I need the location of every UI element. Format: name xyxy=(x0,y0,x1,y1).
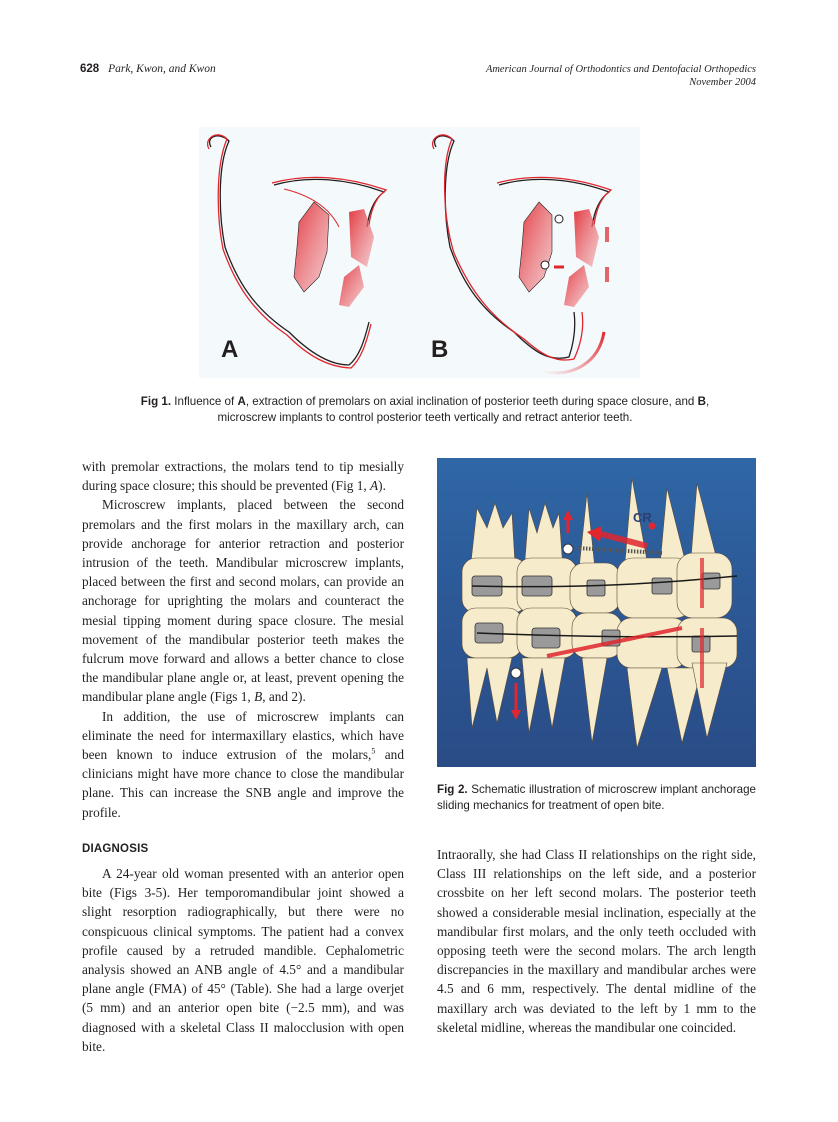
left-column-text xyxy=(82,457,404,822)
running-head-left xyxy=(80,63,216,75)
figure-1-caption-label: Fig 1. xyxy=(140,395,172,408)
paragraph: In addition, the use of microscrew implants can eliminate the need for intermaxillary elastics, which have been known to induce extrusion of the molars,$^5$ and clinicians might have more chance to close the mandibular plane. This can increase the SNB angle and improve the profile. xyxy=(82,708,404,820)
running-head-authors: Park, Kwon, and Kwon xyxy=(108,63,216,75)
paragraph: Microscrew implants, placed between the second premolars and the first molars in the maxillary arch, can provide anchorage for anterior retraction and posterior intrusion of the teeth. Mandibular microscrew implants, placed between the first and second molars, can provide an anchorage for uprighting the molars and counteract the mesial tipping moment during space closure. The mesial movement of the mandibular posterior teeth makes the fulcrum move forward and allows a better chance to close the mandibular plane angle or, at least, prevent opening the mandibular plane angle (Figs 1, B, and 2). xyxy=(82,497,404,705)
citation-superscript: 5 xyxy=(371,746,376,756)
figure-1-caption: Fig 1. Influence of A, extraction of premolars on axial inclination of posterior teeth during space closure, and B, microscrew implants to control posterior teeth vertically and retract anterior teeth. xyxy=(140,395,710,424)
center-of-resistance-label: CR xyxy=(633,510,652,525)
panel-b-label: B xyxy=(431,336,449,363)
section-heading-diagnosis: DIAGNOSIS xyxy=(82,843,149,855)
panel-a-label: A xyxy=(221,336,239,363)
running-head-right xyxy=(486,63,756,89)
paragraph: Intraorally, she had Class II relationships on the right side, Class III relationships on the left side, and a posterior crossbite on her left second molars. The posterior teeth showed a considerable mesial inclination, especially at the mandibular first molars, and the only teeth occluded with opposing teeth were the second molars. The arch length discrepancies in the maxillary and mandibular arches were 4.5 and 6 mm, respectively. The dental midline of the maxillary arch was deviated to the left by 1 mm to the skeletal midline, whereas the mandibular one coincided. xyxy=(437,847,756,1035)
figure-2-caption: Fig 2. Schematic illustration of microscrew implant anchorage sliding mechanics for treatment of open bite. xyxy=(437,783,756,812)
paragraph: A 24-year old woman presented with an anterior open bite (Figs 3-5). Her temporomandibular joint showed a slight resorption radiographically, but there were no conspicuous clinical symptoms. The patient had a convex profile caused by a retruded mandible. Cephalometric analysis showed an ANB angle of 4.5° and a mandibular plane angle (FMA) of 45° (Table). She had a large overjet (5 mm) and an anterior open bite (−2.5 mm), and was diagnosed with a skeletal Class II malocclusion with open bite. xyxy=(82,866,404,1054)
figure-2-caption-label: Fig 2. xyxy=(437,783,468,796)
braces-mechanics-illustration xyxy=(437,458,756,767)
panel-a-drawing xyxy=(208,135,386,368)
panel-b-drawing xyxy=(433,135,611,373)
mandible-diagram-illustration xyxy=(199,127,640,378)
journal-title: American Journal of Orthodontics and Dentofacial Orthopedics xyxy=(485,64,756,75)
figure-2-image xyxy=(437,458,756,767)
diagnosis-left-column xyxy=(82,864,404,1056)
figure-1-image xyxy=(199,127,640,378)
diagnosis-right-column xyxy=(437,845,756,1037)
journal-issue: November 2004 xyxy=(689,77,756,88)
running-head xyxy=(80,63,756,99)
page-number: 628 xyxy=(80,63,100,75)
paragraph: with premolar extractions, the molars tend to tip mesially during space closure; this should be prevented (Fig 1, A). xyxy=(82,459,404,494)
